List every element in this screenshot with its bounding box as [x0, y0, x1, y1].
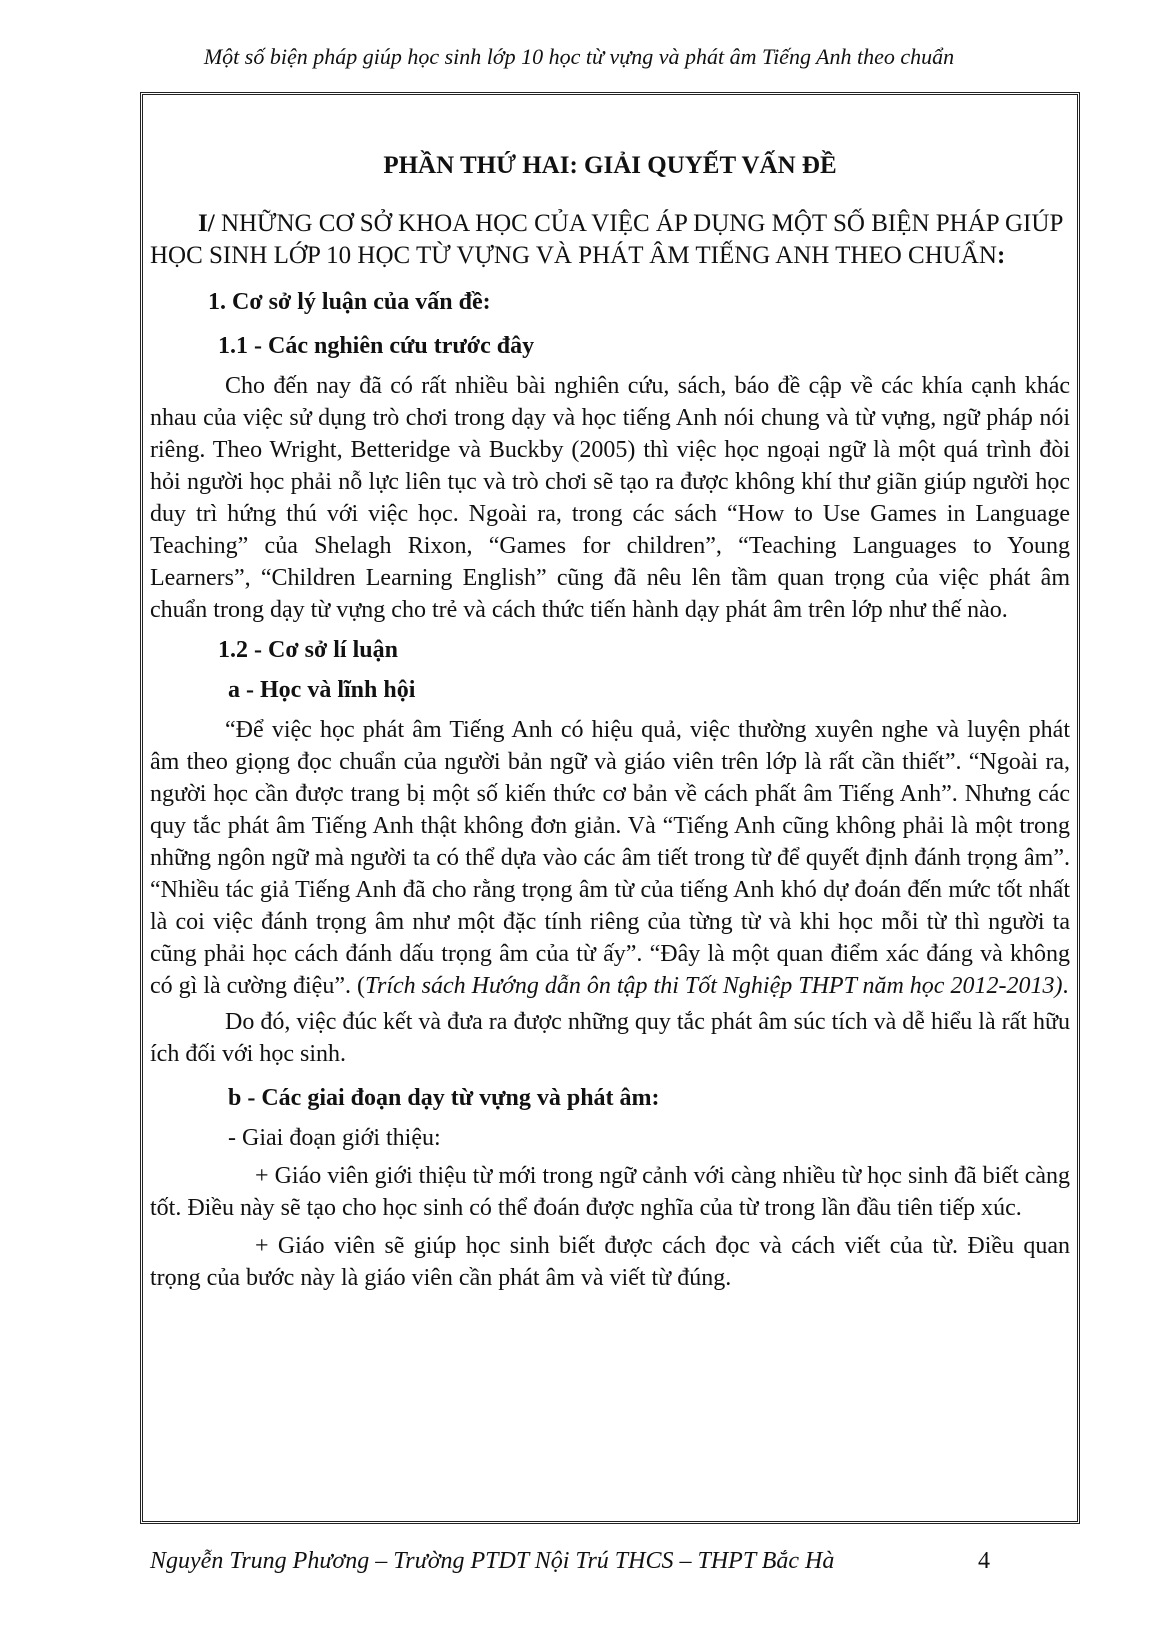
paragraph-conclusion: Do đó, việc đúc kết và đưa ra được những quy tắc phát âm súc tích và dễ hiểu là rất hữu ích đối với học sinh.	[150, 1009, 1070, 1067]
running-header: Một số biện pháp giúp học sinh lớp 10 học từ vựng và phát âm Tiếng Anh theo chuẩn	[203, 44, 955, 69]
heading-1-2: 1.2 - Cơ sở lí luận	[218, 637, 398, 663]
page-number: 4	[978, 1548, 990, 1574]
heading-a: a - Học và lĩnh hội	[228, 677, 416, 703]
citation-end: .	[1062, 973, 1069, 999]
paragraph-research: Cho đến nay đã có rất nhiều bài nghiên cứu, sách, báo đề cập về các khía cạnh khác nhau của việc sử dụng trò chơi trong dạy và học tiếng Anh nói chung và từ vựng, ngữ pháp nói riêng. Theo Wright, Betteridge và Buckby (2005) thì việc học ngoại ngữ là một quá trình đòi hỏi người học phải nỗ lực liên tục và trò chơi sẽ tạo ra được không khí thư giãn giúp người học duy trì hứng thú với việc học. Ngoài ra, trong các sách “How to Use Games in Language Teaching” của Shelagh Rixon, “Games for children”, “Teaching Languages to Young Learners”, “Children Learning English” cũng đã nêu lên tầm quan trọng của việc phát âm chuẩn trong dạy từ vựng cho trẻ và cách thức tiến hành dạy phát âm trên lớp như thế nào.	[150, 373, 1070, 623]
section-text: NHỮNG CƠ SỞ KHOA HỌC CỦA VIỆC ÁP DỤNG MỘT SỐ BIỆN PHÁP GIÚP HỌC SINH LỚP 10 HỌC TỪ VỰNG VÀ PHÁT ÂM TIẾNG ANH THEO CHUẨN	[150, 210, 1063, 269]
heading-1: 1. Cơ sở lý luận của vấn đề:	[208, 289, 491, 315]
paragraph-learning	[150, 714, 1070, 1002]
bullet-item: + Giáo viên giới thiệu từ mới trong ngữ cảnh với càng nhiều từ học sinh đã biết càng tốt. Điều này sẽ tạo cho học sinh có thể đoán được nghĩa của từ trong lần đầu tiên tiếp xúc.	[150, 1163, 1070, 1221]
running-footer: Nguyễn Trung Phương – Trường PTDT Nội Trú THCS – THPT Bắc Hà	[150, 1548, 835, 1574]
paragraph-learning-text: “Để việc học phát âm Tiếng Anh có hiệu quả, việc thường xuyên nghe và luyện phát âm theo giọng đọc chuẩn của người bản ngữ và giáo viên trên lớp là rất cần thiết”. “Ngoài ra, người học cần được trang bị một số kiến thức cơ bản về cách phất âm Tiếng Anh”. Nhưng các quy tắc phát âm Tiếng Anh thật không đơn giản. Và “Tiếng Anh cũng không phải là một trong những ngôn ngữ mà người ta có thể dựa vào các âm tiết trong từ để quyết định đánh trọng âm”. “Nhiều tác giả Tiếng Anh đã cho rằng trọng âm từ của tiếng Anh khó dự đoán đến mức tốt nhất là coi việc đánh trọng âm như một đặc tính riêng của từng từ và khi học mỗi từ thì người ta cũng phải học cách đánh dấu trọng âm của từ ấy”. “Đây là một quan điểm xác đáng và không có gì là cường điệu”. (	[150, 717, 1070, 999]
heading-1-1: 1.1 - Các nghiên cứu trước đây	[218, 333, 535, 359]
heading-b: b - Các giai đoạn dạy từ vựng và phát âm:	[228, 1085, 660, 1111]
part-title: PHẦN THỨ HAI: GIẢI QUYẾT VẤN ĐỀ	[383, 152, 837, 179]
bullet-item: + Giáo viên sẽ giúp học sinh biết được cách đọc và cách viết của từ. Điều quan trọng của bước này là giáo viên cần phát âm và viết từ đúng.	[150, 1233, 1070, 1291]
stage-item: - Giai đoạn giới thiệu:	[228, 1125, 441, 1151]
citation: Trích sách Hướng dẫn ôn tập thi Tốt Nghiệp THPT năm học 2012-2013)	[364, 973, 1063, 999]
section-heading	[150, 208, 1070, 272]
section-number: I/	[198, 210, 215, 237]
document-body	[150, 150, 1070, 1300]
section-colon: :	[996, 242, 1006, 269]
